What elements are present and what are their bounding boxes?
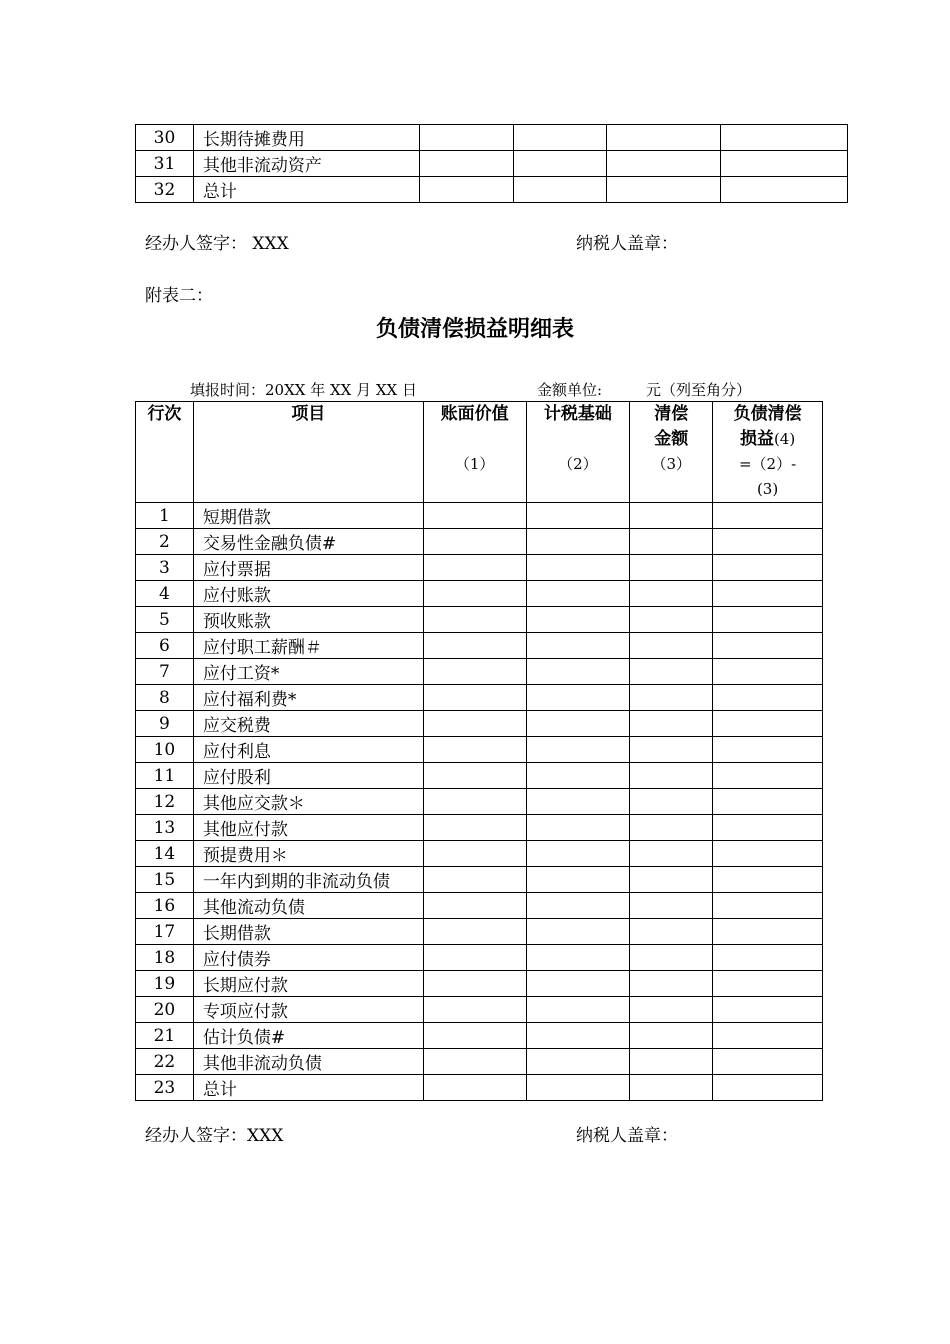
row-item: 应付福利费* (193, 685, 423, 711)
row-number: 31 (136, 151, 194, 177)
cell (630, 711, 713, 737)
table-row (136, 607, 823, 633)
cell (526, 919, 630, 945)
row-number: 5 (136, 607, 194, 633)
cell (713, 737, 823, 763)
cell (423, 685, 526, 711)
cell (713, 919, 823, 945)
cell (526, 893, 630, 919)
cell (630, 763, 713, 789)
cell (423, 659, 526, 685)
cell (713, 763, 823, 789)
cell (630, 633, 713, 659)
cell (630, 815, 713, 841)
table-row (136, 789, 823, 815)
row-number: 4 (136, 581, 194, 607)
table-row (136, 529, 823, 555)
table-row (136, 125, 848, 151)
cell (419, 151, 513, 177)
cell (423, 503, 526, 529)
row-item: 预收账款 (193, 607, 423, 633)
cell (713, 1075, 823, 1101)
cell (630, 1075, 713, 1101)
row-item: 交易性金融负债# (193, 529, 423, 555)
cell (423, 867, 526, 893)
cell (423, 607, 526, 633)
row-number: 18 (136, 945, 194, 971)
cell (630, 1049, 713, 1075)
row-item: 其他非流动负债 (193, 1049, 423, 1075)
cell (526, 529, 630, 555)
taxpayer-seal: 纳税人盖章： (576, 234, 678, 254)
cell (423, 971, 526, 997)
cell (630, 971, 713, 997)
header-row (136, 402, 823, 503)
row-item: 其他应付款 (193, 815, 423, 841)
header-item: 项目 (193, 402, 423, 503)
row-item: 应交税费 (193, 711, 423, 737)
cell (526, 1075, 630, 1101)
row-item: 其他应交款＊ (193, 789, 423, 815)
cell (630, 1023, 713, 1049)
cell (526, 945, 630, 971)
cell (526, 971, 630, 997)
header-tax-basis: 计税基础 （2） (526, 402, 630, 503)
cell (423, 1049, 526, 1075)
handler-signature: 经办人签字： XXX (145, 234, 289, 254)
table-row (136, 841, 823, 867)
cell (630, 945, 713, 971)
row-number: 30 (136, 125, 194, 151)
row-number: 17 (136, 919, 194, 945)
table-row (136, 1075, 823, 1101)
table-row (136, 893, 823, 919)
table-row (136, 711, 823, 737)
cell (630, 503, 713, 529)
cell (526, 1023, 630, 1049)
row-number: 10 (136, 737, 194, 763)
cell (630, 607, 713, 633)
cell (713, 581, 823, 607)
cell (630, 555, 713, 581)
row-item: 专项应付款 (193, 997, 423, 1023)
cell (713, 867, 823, 893)
cell (713, 841, 823, 867)
cell (513, 177, 607, 203)
row-item: 长期应付款 (193, 971, 423, 997)
row-number: 20 (136, 997, 194, 1023)
cell (423, 581, 526, 607)
cell (423, 555, 526, 581)
cell (630, 581, 713, 607)
table-row (136, 151, 848, 177)
row-item: 应付账款 (193, 581, 423, 607)
cell (526, 737, 630, 763)
cell (423, 529, 526, 555)
row-item: 一年内到期的非流动负债 (193, 867, 423, 893)
cell (419, 177, 513, 203)
table-row (136, 1023, 823, 1049)
taxpayer-seal: 纳税人盖章： (576, 1126, 678, 1146)
asset-table-continuation (135, 124, 848, 203)
table-row (136, 919, 823, 945)
table-row (136, 581, 823, 607)
cell (423, 789, 526, 815)
cell (630, 893, 713, 919)
cell (526, 633, 630, 659)
cell (713, 945, 823, 971)
table-row (136, 815, 823, 841)
table-row (136, 737, 823, 763)
table-row (136, 503, 823, 529)
cell (630, 737, 713, 763)
cell (526, 997, 630, 1023)
row-number: 16 (136, 893, 194, 919)
cell (713, 997, 823, 1023)
cell (526, 711, 630, 737)
cell (630, 997, 713, 1023)
table-row (136, 177, 848, 203)
row-number: 1 (136, 503, 194, 529)
cell (526, 763, 630, 789)
row-number: 32 (136, 177, 194, 203)
unit-value: 元（列至角分） (646, 381, 752, 399)
cell (526, 789, 630, 815)
cell (721, 125, 848, 151)
row-item: 应付职工薪酬＃ (193, 633, 423, 659)
cell (423, 893, 526, 919)
header-row-no: 行次 (136, 402, 194, 503)
cell (423, 711, 526, 737)
table-row (136, 997, 823, 1023)
cell (713, 685, 823, 711)
row-number: 12 (136, 789, 194, 815)
row-number: 21 (136, 1023, 194, 1049)
cell (713, 789, 823, 815)
cell (607, 177, 721, 203)
table-row (136, 945, 823, 971)
row-item: 总计 (193, 177, 419, 203)
cell (713, 633, 823, 659)
cell (423, 945, 526, 971)
cell (423, 763, 526, 789)
row-item: 应付股利 (193, 763, 423, 789)
row-number: 6 (136, 633, 194, 659)
row-number: 15 (136, 867, 194, 893)
page-title: 负债清偿损益明细表 (375, 317, 574, 342)
row-number: 9 (136, 711, 194, 737)
table-row (136, 1049, 823, 1075)
cell (721, 151, 848, 177)
header-book-value: 账面价值 （1） (423, 402, 526, 503)
cell (713, 893, 823, 919)
row-number: 11 (136, 763, 194, 789)
table-row (136, 685, 823, 711)
cell (526, 815, 630, 841)
cell (630, 919, 713, 945)
row-item: 应付债券 (193, 945, 423, 971)
cell (721, 177, 848, 203)
cell (713, 529, 823, 555)
cell (423, 815, 526, 841)
fill-time: 填报时间：20XX 年 XX 月 XX 日 (190, 381, 418, 399)
row-number: 19 (136, 971, 194, 997)
cell (423, 997, 526, 1023)
cell (526, 867, 630, 893)
row-number: 22 (136, 1049, 194, 1075)
cell (630, 867, 713, 893)
cell (630, 659, 713, 685)
cell (526, 581, 630, 607)
cell (423, 1075, 526, 1101)
row-number: 2 (136, 529, 194, 555)
cell (513, 151, 607, 177)
cell (607, 125, 721, 151)
cell (630, 789, 713, 815)
row-number: 8 (136, 685, 194, 711)
header-settlement-amount: 清偿 金额 （3） (630, 402, 713, 503)
row-item: 其他流动负债 (193, 893, 423, 919)
table-row (136, 971, 823, 997)
row-item: 长期借款 (193, 919, 423, 945)
cell (526, 685, 630, 711)
cell (630, 841, 713, 867)
cell (526, 841, 630, 867)
row-item: 长期待摊费用 (193, 125, 419, 151)
cell (713, 711, 823, 737)
cell (526, 659, 630, 685)
cell (713, 1049, 823, 1075)
cell (713, 971, 823, 997)
table-row (136, 659, 823, 685)
cell (526, 503, 630, 529)
cell (423, 841, 526, 867)
cell (423, 737, 526, 763)
row-item: 应付票据 (193, 555, 423, 581)
row-item: 总计 (193, 1075, 423, 1101)
row-number: 23 (136, 1075, 194, 1101)
cell (423, 919, 526, 945)
handler-signature: 经办人签字：XXX (145, 1126, 284, 1146)
appendix-label: 附表二： (145, 286, 213, 306)
row-item: 预提费用＊ (193, 841, 423, 867)
cell (526, 607, 630, 633)
unit-label: 金额单位: (537, 381, 603, 399)
row-item: 应付利息 (193, 737, 423, 763)
row-item: 应付工资* (193, 659, 423, 685)
cell (630, 529, 713, 555)
cell (713, 555, 823, 581)
cell (713, 1023, 823, 1049)
cell (423, 1023, 526, 1049)
row-number: 3 (136, 555, 194, 581)
liability-table (135, 401, 823, 1101)
cell (630, 685, 713, 711)
cell (713, 815, 823, 841)
row-number: 13 (136, 815, 194, 841)
header-gain-loss: 负债清偿 损益(4) =（2）- (3) (713, 402, 823, 503)
table-row (136, 867, 823, 893)
cell (513, 125, 607, 151)
cell (713, 503, 823, 529)
cell (607, 151, 721, 177)
row-number: 7 (136, 659, 194, 685)
cell (713, 659, 823, 685)
row-number: 14 (136, 841, 194, 867)
cell (419, 125, 513, 151)
row-item: 估计负债# (193, 1023, 423, 1049)
row-item: 短期借款 (193, 503, 423, 529)
cell (423, 633, 526, 659)
table-row (136, 763, 823, 789)
cell (713, 607, 823, 633)
cell (526, 555, 630, 581)
table-row (136, 555, 823, 581)
table-row (136, 633, 823, 659)
cell (526, 1049, 630, 1075)
row-item: 其他非流动资产 (193, 151, 419, 177)
